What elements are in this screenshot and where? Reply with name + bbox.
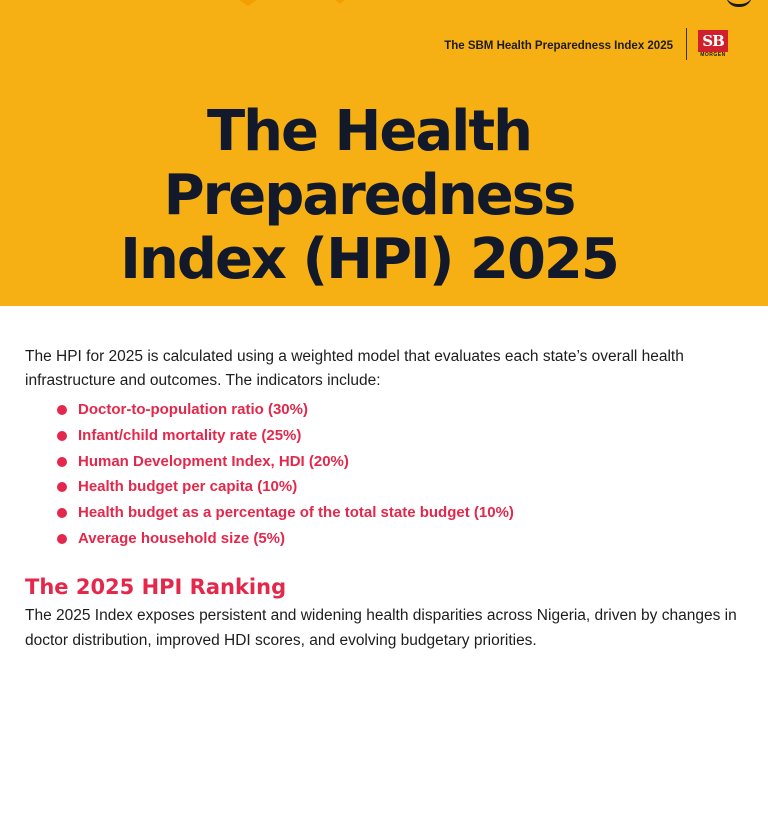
header-banner <box>0 0 768 306</box>
decorative-shape <box>218 0 278 6</box>
indicator-item: Doctor-to-population ratio (30%) <box>55 397 514 423</box>
publication-title: The SBM Health Preparedness Index 2025 <box>444 40 673 52</box>
title-line: Index (HPI) 2025 <box>120 227 618 292</box>
logo-subtext: MORGEN <box>700 52 726 58</box>
title-line: The Health <box>206 99 531 164</box>
indicator-item: Health budget as a percentage of the total state budget (10%) <box>55 500 514 526</box>
decorative-shape <box>726 0 752 7</box>
header-divider <box>686 28 687 60</box>
decorative-shape <box>318 0 362 4</box>
title-line: Preparedness <box>163 163 575 228</box>
indicator-item: Health budget per capita (10%) <box>55 474 514 500</box>
intro-paragraph: The HPI for 2025 is calculated using a weighted model that evaluates each state’s overall health infrastructure and outcomes. The indicators include: <box>25 348 684 389</box>
indicator-list <box>55 397 514 552</box>
ranking-paragraph: The 2025 Index exposes persistent and widening health disparities across Nigeria, driven by changes in doctor distribution, improved HDI scores, and evolving budgetary priorities. <box>25 607 737 649</box>
sbm-logo <box>698 30 728 60</box>
indicator-item: Average household size (5%) <box>55 526 514 552</box>
indicator-item: Human Development Index, HDI (20%) <box>55 449 514 475</box>
indicator-item: Infant/child mortality rate (25%) <box>55 423 514 449</box>
ranking-heading: The 2025 HPI Ranking <box>25 575 287 599</box>
logo-mark: SB <box>698 30 728 52</box>
page-title <box>0 100 738 292</box>
